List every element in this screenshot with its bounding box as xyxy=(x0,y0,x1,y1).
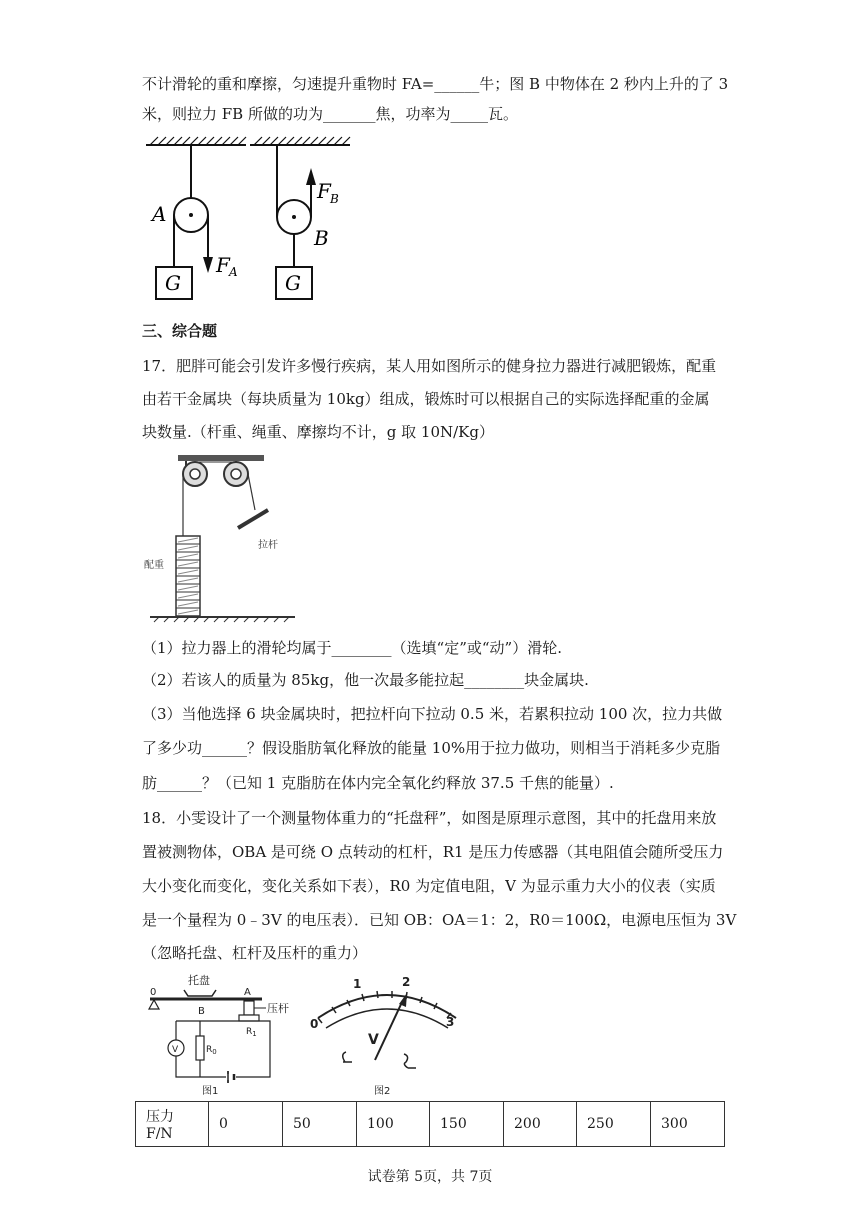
table-cell: 300 xyxy=(651,1102,725,1147)
pressure-table xyxy=(135,1101,725,1147)
q16-line-2: 米，则拉力 FB 所做的功为_______焦，功率为_____瓦。 xyxy=(142,105,518,123)
weight-a-label: G xyxy=(165,271,181,295)
q17-sub-2: （2）若该人的质量为 85kg，他一次最多能拉起________块金属块. xyxy=(142,671,589,689)
meter-v-label: V xyxy=(368,1032,379,1048)
page-footer: 试卷第 5页，共 7页 xyxy=(367,1169,493,1185)
point-a-label: A xyxy=(244,987,251,998)
force-fb-label: F xyxy=(317,179,331,203)
section-3-heading: 三、综合题 xyxy=(142,322,218,340)
weight-b-label: G xyxy=(285,271,301,295)
gym-machine-figure xyxy=(140,450,300,625)
fig2-caption: 图2 xyxy=(374,1086,391,1097)
q17-sub-1: （1）拉力器上的滑轮均属于________（选填“定”或“动”）滑轮. xyxy=(142,639,562,657)
q18-line-5: （忽略托盘、杠杆及压杆的重力） xyxy=(142,944,368,962)
force-fa-sub: A xyxy=(229,265,238,279)
table-header-cell: 压力 F/N xyxy=(136,1102,209,1147)
q17-sub-3a: （3）当他选择 6 块金属块时，把拉杆向下拉动 0.5 米，若累积拉动 100 次，拉力共做 xyxy=(142,705,723,723)
press-rod-label: 压杆 xyxy=(267,1002,289,1015)
pivot-o-label: 0 xyxy=(150,987,157,998)
voltmeter-symbol: V xyxy=(172,1045,179,1055)
r0-label: $R_0$ xyxy=(206,1045,217,1056)
table-cell: 100 xyxy=(357,1102,430,1147)
counterweight-label: 配重 xyxy=(144,560,164,571)
q16-line-1: 不计滑轮的重和摩擦，匀速提升重物时 FA=______牛；图 B 中物体在 2 秒内上升的了 3 xyxy=(142,75,729,93)
meter-tick-0: 0 xyxy=(310,1017,319,1031)
table-cell: 250 xyxy=(577,1102,651,1147)
q18-line-3: 大小变化而变化，变化关系如下表），R0 为定值电阻，V 为显示重力大小的仪表（实质 xyxy=(142,877,716,895)
table-cell: 0 xyxy=(209,1102,283,1147)
pulley-b-label: B xyxy=(314,226,329,250)
meter-tick-3: 3 xyxy=(446,1015,455,1029)
q17-sub-3b: 了多少功______？假设脂肪氧化释放的能量 10%用于拉力做功，则相当于消耗多少克脂 xyxy=(142,739,721,757)
table-cell: 50 xyxy=(283,1102,357,1147)
point-b-label: B xyxy=(198,1006,205,1017)
table-cell: 200 xyxy=(504,1102,577,1147)
q18-line-1: 18．小雯设计了一个测量物体重力的“托盘秤”，如图是原理示意图，其中的托盘用来放 xyxy=(142,809,717,827)
fig1-caption: 图1 xyxy=(202,1086,219,1097)
meter-tick-1: 1 xyxy=(353,977,362,991)
tray-label: 托盘 xyxy=(188,974,210,987)
q17-sub-3c: 肪______？（已知 1 克脂肪在体内完全氧化约释放 37.5 千焦的能量）. xyxy=(142,774,614,792)
q18-line-4: 是一个量程为 0﹣3V 的电压表）．已知 OB：OA＝1：2，R0＝100Ω，电源电压恒为 3V xyxy=(142,911,737,929)
pulley-figure xyxy=(140,135,390,310)
q17-line-3: 块数量.（杆重、绳重、摩擦均不计，g 取 10N/Kg） xyxy=(142,423,494,441)
r1-label: $R_1$ xyxy=(246,1027,257,1038)
meter-tick-2: 2 xyxy=(402,975,411,989)
table-row xyxy=(136,1102,725,1147)
q18-line-2: 置被测物体，OBA 是可绕 O 点转动的杠杆，R1 是压力传感器（其电阻值会随所受压力 xyxy=(142,843,724,861)
q17-line-2: 由若干金属块（每块质量为 10kg）组成，锻炼时可以根据自己的实际选择配重的金属 xyxy=(142,390,710,408)
q17-line-1: 17．肥胖可能会引发许多慢行疾病，某人用如图所示的健身拉力器进行减肥锻炼，配重 xyxy=(142,357,717,375)
pull-bar-label: 拉杆 xyxy=(258,540,278,551)
table-cell: 150 xyxy=(430,1102,504,1147)
pulley-a-label: A xyxy=(152,202,167,226)
force-fa-label: F xyxy=(216,253,230,277)
scale-circuit-figure xyxy=(140,970,470,1098)
force-fb-sub: B xyxy=(330,192,339,206)
